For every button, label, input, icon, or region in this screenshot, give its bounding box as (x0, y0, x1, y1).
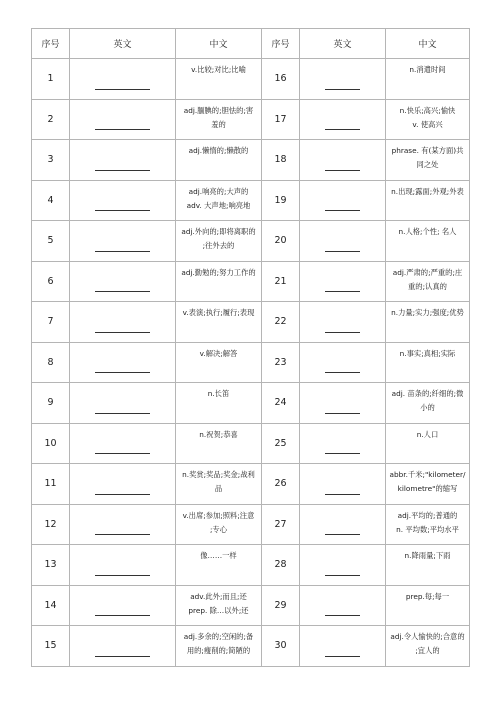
chinese-meaning-left: adj.多余的;空闲的;备 用的;瘦削的;简陋的 (176, 626, 262, 667)
answer-blank-line[interactable] (95, 170, 150, 171)
chinese-meaning-left: adj.响亮的;大声的 adv. 大声地;响亮地 (176, 180, 262, 221)
chinese-meaning-right: n.快乐;高兴;愉快 v. 使高兴 (386, 99, 470, 140)
english-answer-right[interactable] (300, 383, 386, 424)
english-answer-right[interactable] (300, 626, 386, 667)
english-answer-left[interactable] (70, 545, 176, 586)
row-number-left: 9 (32, 383, 70, 424)
row-number-right: 22 (262, 302, 300, 343)
english-answer-left[interactable] (70, 140, 176, 181)
chinese-meaning-right: n.事实;真相;实际 (386, 342, 470, 383)
english-answer-left[interactable] (70, 59, 176, 100)
header-english-right: 英文 (300, 29, 386, 59)
chinese-meaning-right: n.力量;实力;强度;优势 (386, 302, 470, 343)
english-answer-left[interactable] (70, 342, 176, 383)
row-number-right: 16 (262, 59, 300, 100)
answer-blank-line[interactable] (95, 413, 150, 414)
row-number-left: 2 (32, 99, 70, 140)
table-row (32, 180, 470, 221)
row-number-left: 14 (32, 585, 70, 626)
row-number-right: 27 (262, 504, 300, 545)
row-number-left: 8 (32, 342, 70, 383)
row-number-left: 15 (32, 626, 70, 667)
answer-blank-line[interactable] (95, 575, 150, 576)
chinese-meaning-right: phrase. 有(某方面)共 同之处 (386, 140, 470, 181)
row-number-right: 18 (262, 140, 300, 181)
row-number-right: 20 (262, 221, 300, 262)
row-number-left: 6 (32, 261, 70, 302)
answer-blank-line[interactable] (95, 372, 150, 373)
answer-blank-line[interactable] (325, 534, 360, 535)
chinese-meaning-right: adj.严肃的;严重的;庄 重的;认真的 (386, 261, 470, 302)
table-row (32, 140, 470, 181)
chinese-meaning-left: n.长笛 (176, 383, 262, 424)
table-row (32, 585, 470, 626)
answer-blank-line[interactable] (95, 534, 150, 535)
chinese-meaning-right: n.出现;露面;外观;外表 (386, 180, 470, 221)
table-row (32, 504, 470, 545)
english-answer-left[interactable] (70, 383, 176, 424)
english-answer-left[interactable] (70, 180, 176, 221)
answer-blank-line[interactable] (95, 291, 150, 292)
table-row (32, 464, 470, 505)
chinese-meaning-left: n.祝贺;恭喜 (176, 423, 262, 464)
english-answer-right[interactable] (300, 59, 386, 100)
chinese-meaning-right: abbr.千米;"kilometer/ kilometre"的缩写 (386, 464, 470, 505)
header-chinese-right: 中文 (386, 29, 470, 59)
answer-blank-line[interactable] (95, 453, 150, 454)
table-row (32, 423, 470, 464)
table-row (32, 545, 470, 586)
chinese-meaning-left: n.奖赏;奖品;奖金;战利 品 (176, 464, 262, 505)
table-row (32, 261, 470, 302)
table-row (32, 342, 470, 383)
row-number-left: 10 (32, 423, 70, 464)
chinese-meaning-right: adj.平均的;普通的 n. 平均数;平均水平 (386, 504, 470, 545)
chinese-meaning-left: adj.懒惰的;懒散的 (176, 140, 262, 181)
chinese-meaning-right: n.消遣时间 (386, 59, 470, 100)
english-answer-left[interactable] (70, 221, 176, 262)
english-answer-left[interactable] (70, 261, 176, 302)
english-answer-right[interactable] (300, 585, 386, 626)
header-row (32, 29, 470, 59)
chinese-meaning-left: adj.腼腆的;胆怯的;害 羞的 (176, 99, 262, 140)
english-answer-left[interactable] (70, 585, 176, 626)
answer-blank-line[interactable] (325, 615, 360, 616)
row-number-right: 30 (262, 626, 300, 667)
header-chinese-left: 中文 (176, 29, 262, 59)
row-number-right: 23 (262, 342, 300, 383)
row-number-left: 5 (32, 221, 70, 262)
row-number-right: 28 (262, 545, 300, 586)
chinese-meaning-right: n.降雨量;下雨 (386, 545, 470, 586)
answer-blank-line[interactable] (325, 413, 360, 414)
row-number-right: 25 (262, 423, 300, 464)
english-answer-left[interactable] (70, 504, 176, 545)
chinese-meaning-left: v.出席;参加;照料;注意 ;专心 (176, 504, 262, 545)
english-answer-right[interactable] (300, 464, 386, 505)
chinese-meaning-left: adv.此外;而且;还 prep. 除…以外;还 (176, 585, 262, 626)
answer-blank-line[interactable] (95, 251, 150, 252)
english-answer-right[interactable] (300, 221, 386, 262)
row-number-right: 19 (262, 180, 300, 221)
english-answer-right[interactable] (300, 545, 386, 586)
answer-blank-line[interactable] (325, 251, 360, 252)
english-answer-left[interactable] (70, 99, 176, 140)
chinese-meaning-right: n.人格;个性; 名人 (386, 221, 470, 262)
answer-blank-line[interactable] (325, 210, 360, 211)
answer-blank-line[interactable] (95, 656, 150, 657)
english-answer-right[interactable] (300, 261, 386, 302)
chinese-meaning-left: adj.勤勉的;努力工作的 (176, 261, 262, 302)
english-answer-right[interactable] (300, 504, 386, 545)
vocabulary-table (31, 28, 470, 667)
table-row (32, 626, 470, 667)
chinese-meaning-right: n.人口 (386, 423, 470, 464)
chinese-meaning-left: v.比较;对比;比喻 (176, 59, 262, 100)
row-number-left: 4 (32, 180, 70, 221)
answer-blank-line[interactable] (325, 170, 360, 171)
answer-blank-line[interactable] (95, 615, 150, 616)
row-number-right: 17 (262, 99, 300, 140)
table-row (32, 383, 470, 424)
english-answer-left[interactable] (70, 423, 176, 464)
answer-blank-line[interactable] (95, 129, 150, 130)
answer-blank-line[interactable] (325, 332, 360, 333)
english-answer-right[interactable] (300, 302, 386, 343)
row-number-right: 24 (262, 383, 300, 424)
chinese-meaning-right: adj.令人愉快的;合意的 ;宜人的 (386, 626, 470, 667)
table-row (32, 99, 470, 140)
english-answer-right[interactable] (300, 99, 386, 140)
row-number-left: 3 (32, 140, 70, 181)
chinese-meaning-left: 像……一样 (176, 545, 262, 586)
english-answer-left[interactable] (70, 302, 176, 343)
row-number-left: 1 (32, 59, 70, 100)
chinese-meaning-right: adj. 苗条的;纤细的;微 小的 (386, 383, 470, 424)
table-row (32, 221, 470, 262)
table-row (32, 59, 470, 100)
answer-blank-line[interactable] (95, 89, 150, 90)
english-answer-left[interactable] (70, 626, 176, 667)
chinese-meaning-left: v.表演;执行;履行;表现 (176, 302, 262, 343)
answer-blank-line[interactable] (325, 656, 360, 657)
answer-blank-line[interactable] (325, 129, 360, 130)
english-answer-right[interactable] (300, 342, 386, 383)
answer-blank-line[interactable] (325, 291, 360, 292)
answer-blank-line[interactable] (325, 372, 360, 373)
row-number-left: 11 (32, 464, 70, 505)
answer-blank-line[interactable] (95, 332, 150, 333)
row-number-right: 26 (262, 464, 300, 505)
english-answer-left[interactable] (70, 464, 176, 505)
chinese-meaning-left: v.解决;解答 (176, 342, 262, 383)
row-number-left: 7 (32, 302, 70, 343)
english-answer-right[interactable] (300, 180, 386, 221)
vocabulary-worksheet (31, 28, 469, 667)
answer-blank-line[interactable] (325, 89, 360, 90)
header-number-right: 序号 (262, 29, 300, 59)
answer-blank-line[interactable] (325, 575, 360, 576)
answer-blank-line[interactable] (95, 210, 150, 211)
header-english-left: 英文 (70, 29, 176, 59)
english-answer-right[interactable] (300, 140, 386, 181)
english-answer-right[interactable] (300, 423, 386, 464)
answer-blank-line[interactable] (325, 453, 360, 454)
row-number-right: 29 (262, 585, 300, 626)
answer-blank-line[interactable] (95, 494, 150, 495)
answer-blank-line[interactable] (325, 494, 360, 495)
header-number-left: 序号 (32, 29, 70, 59)
row-number-right: 21 (262, 261, 300, 302)
chinese-meaning-right: prep.每;每一 (386, 585, 470, 626)
table-row (32, 302, 470, 343)
chinese-meaning-left: adj.外向的;即将离职的 ;往外去的 (176, 221, 262, 262)
row-number-left: 12 (32, 504, 70, 545)
row-number-left: 13 (32, 545, 70, 586)
